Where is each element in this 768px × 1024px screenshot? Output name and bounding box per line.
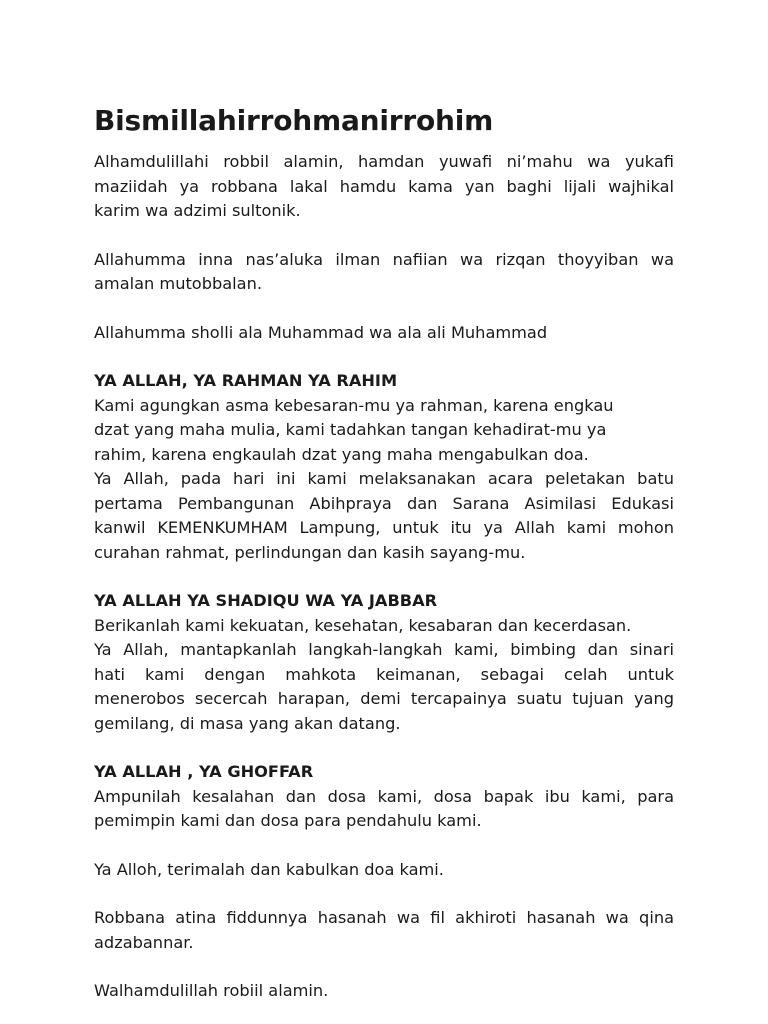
text-line: Ya Allah, pada hari ini kami melaksanakan acara peletakan batu — [94, 469, 674, 488]
text-line: amalan mutobbalan. — [94, 274, 263, 293]
text-line: Berikanlah kami kekuatan, kesehatan, kesabaran dan kecerdasan. — [94, 615, 632, 635]
text-line: Allahumma sholli ala Muhammad wa ala ali Muhammad — [94, 322, 548, 342]
text-line: Robbana atina fiddunnya hasanah wa fil akhiroti hasanah wa qina — [94, 908, 674, 927]
text-line: Kami agungkan asma kebesaran-mu ya rahman, karena engkau — [94, 395, 614, 415]
text-line: Ya Alloh, terimalah dan kabulkan doa kami. — [94, 859, 444, 879]
document-title: Bismillahirrohmanirrohim — [94, 104, 494, 137]
text-line: Walhamdulillah robiil alamin. — [94, 981, 329, 1000]
paragraph-doa-ilmu — [94, 248, 674, 297]
text-line: kanwil KEMENKUMHAM Lampung, untuk itu ya Allah kami mohon — [94, 518, 674, 537]
text-line: hati kami dengan mahkota keimanan, sebagai celah untuk — [94, 664, 674, 684]
paragraph-closing — [94, 979, 674, 1004]
section-body-rahman-rahim — [94, 394, 674, 566]
text-line: Ampunilah kesalahan dan dosa kami, dosa bapak ibu kami, para — [94, 786, 674, 806]
text-line: menerobos secercah harapan, demi tercapainya suatu tujuan yang — [94, 689, 674, 708]
document-page — [94, 100, 674, 1004]
section-body-ghoffar — [94, 785, 674, 834]
section-heading-ghoffar: YA ALLAH , YA GHOFFAR — [94, 762, 314, 781]
section-body-shadiqu-jabbar — [94, 614, 674, 737]
paragraph-robbana — [94, 906, 674, 955]
text-line: pertama Pembangunan Abihpraya dan Sarana Asimilasi Edukasi — [94, 493, 674, 513]
paragraph-hamdalah — [94, 150, 674, 224]
text-line: maziidah ya robbana lakal hamdu kama yan baghi lijali wajhikal — [94, 176, 674, 196]
text-line: adzabannar. — [94, 932, 194, 952]
text-line: rahim, karena engkaulah dzat yang maha mengabulkan doa. — [94, 444, 589, 464]
text-line: Alhamdulillahi robbil alamin, hamdan yuwafi ni’mahu wa yukafi — [94, 152, 674, 171]
section-heading-rahman-rahim: YA ALLAH, YA RAHMAN YA RAHIM — [94, 371, 398, 390]
paragraph-sholawat — [94, 321, 674, 346]
text-line: Allahumma inna nas’aluka ilman nafiian wa rizqan thoyyiban wa — [94, 249, 674, 269]
text-line: dzat yang maha mulia, kami tadahkan tangan kehadirat-mu ya — [94, 420, 607, 439]
section-heading-shadiqu-jabbar: YA ALLAH YA SHADIQU WA YA JABBAR — [94, 591, 438, 610]
text-line: Ya Allah, mantapkanlah langkah-langkah kami, bimbing dan sinari — [94, 640, 674, 659]
text-line: karim wa adzimi sultonik. — [94, 201, 301, 220]
text-line: pemimpin kami dan dosa para pendahulu kami. — [94, 811, 482, 830]
paragraph-terimalah — [94, 858, 674, 883]
text-line: curahan rahmat, perlindungan dan kasih sayang-mu. — [94, 542, 526, 562]
text-line: gemilang, di masa yang akan datang. — [94, 713, 401, 733]
